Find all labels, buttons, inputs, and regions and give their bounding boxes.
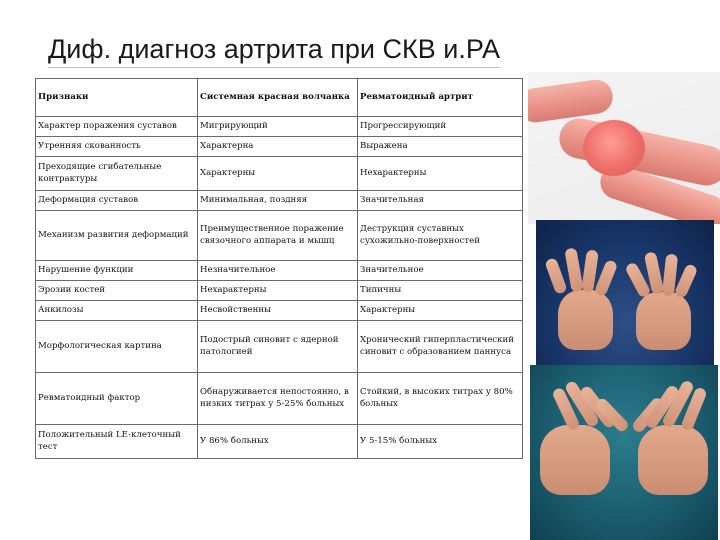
header-cell: Признаки bbox=[36, 79, 198, 117]
table-row bbox=[36, 191, 523, 211]
table-cell: Стойкий, в высоких титрах у 80% больных bbox=[358, 373, 523, 425]
table-row bbox=[36, 281, 523, 301]
table-row bbox=[36, 261, 523, 281]
table-cell: Преходящие сгибательные контрактуры bbox=[36, 157, 198, 191]
table-row bbox=[36, 425, 523, 459]
table-row bbox=[36, 157, 523, 191]
table-cell: Прогрессирующий bbox=[358, 117, 523, 137]
table-cell: Хронический гиперпластический синовит с образованием паннуса bbox=[358, 321, 523, 373]
table-header-row bbox=[36, 79, 523, 117]
table-cell: Значительное bbox=[358, 261, 523, 281]
table-cell: Подострый синовит с ядерной патологией bbox=[198, 321, 358, 373]
table-cell: Преимущественное поражение связочного аппарата и мышц bbox=[198, 211, 358, 261]
swollen-finger-joint-photo bbox=[528, 72, 720, 224]
table-cell: Характерны bbox=[198, 157, 358, 191]
table-cell: Несвойственны bbox=[198, 301, 358, 321]
table-cell: Анкилозы bbox=[36, 301, 198, 321]
table-cell: Нехарактерны bbox=[358, 157, 523, 191]
hands-ulnar-deviation-photo bbox=[530, 365, 718, 540]
table-cell: У 86% больных bbox=[198, 425, 358, 459]
table-row bbox=[36, 117, 523, 137]
table-cell: Обнаруживается непостоянно, в низких титрах у 5-25% больных bbox=[198, 373, 358, 425]
table-cell: Нехарактерны bbox=[198, 281, 358, 301]
table-row bbox=[36, 321, 523, 373]
table-cell: Минимальная, поздняя bbox=[198, 191, 358, 211]
table-row bbox=[36, 373, 523, 425]
table-cell: Положительный LE-клеточный тест bbox=[36, 425, 198, 459]
table-cell: Типичны bbox=[358, 281, 523, 301]
table-cell: Утренняя скованность bbox=[36, 137, 198, 157]
header-cell: Ревматоидный артрит bbox=[358, 79, 523, 117]
table-cell: Характерны bbox=[358, 301, 523, 321]
table-cell: Выражена bbox=[358, 137, 523, 157]
table-cell: Ревматоидный фактор bbox=[36, 373, 198, 425]
table-cell: Деструкция суставных сухожильно-поверхностей bbox=[358, 211, 523, 261]
table-cell: У 5-15% больных bbox=[358, 425, 523, 459]
table-cell: Морфологическая картина bbox=[36, 321, 198, 373]
comparison-table bbox=[35, 78, 523, 459]
table-cell: Значительная bbox=[358, 191, 523, 211]
table-row bbox=[36, 301, 523, 321]
table-cell: Эрозии костей bbox=[36, 281, 198, 301]
table-cell: Характерна bbox=[198, 137, 358, 157]
table-cell: Мигрирующий bbox=[198, 117, 358, 137]
header-cell: Системная красная волчанка bbox=[198, 79, 358, 117]
table-cell: Нарушение функции bbox=[36, 261, 198, 281]
table-row bbox=[36, 137, 523, 157]
page-title: Диф. диагноз артрита при СКВ и.РА bbox=[48, 34, 501, 64]
table-cell: Характер поражения суставов bbox=[36, 117, 198, 137]
table-cell: Незначительное bbox=[198, 261, 358, 281]
table-cell: Механизм развития деформаций bbox=[36, 211, 198, 261]
table-row bbox=[36, 211, 523, 261]
table-cell: Деформация суставов bbox=[36, 191, 198, 211]
